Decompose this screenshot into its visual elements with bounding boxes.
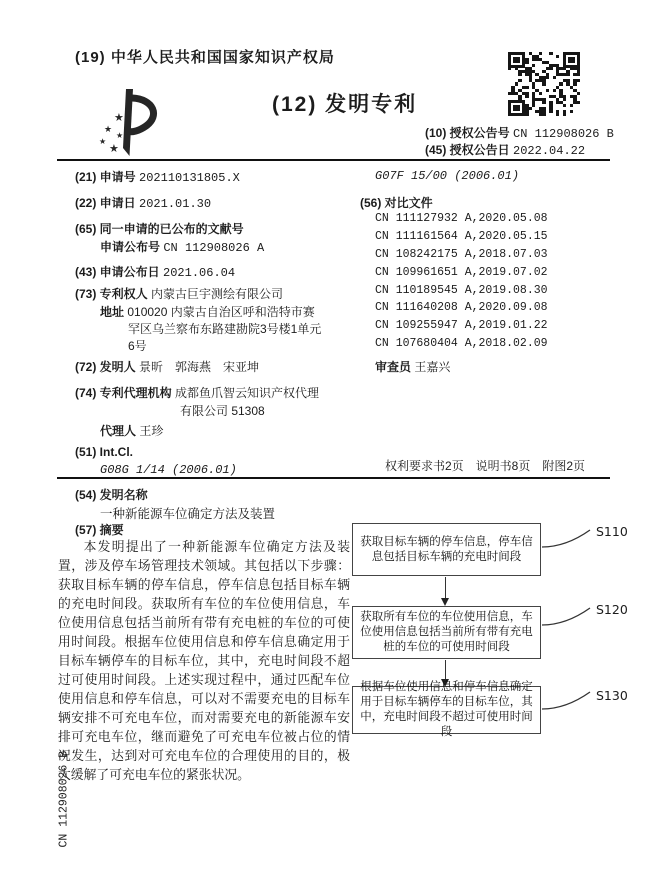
examiner-line	[375, 358, 450, 375]
agent-value: 王珍	[139, 424, 164, 438]
qr-finder-icon	[508, 52, 525, 68]
flow-step-2-label: S120	[596, 602, 628, 617]
prior-publication-label: (65) 同一申请的已公布的文献号	[75, 222, 244, 236]
grant-date-value: 2022.04.22	[513, 144, 586, 158]
patentee-line	[75, 285, 283, 302]
abstract-text: 本发明提出了一种新能源车位确定方法及装置，涉及停车场管理技术领域。其包括以下步骤：获取目标车辆的停车信息，停车信息包括目标车辆的充电时间段。获取所有车位的车位使用信息，车位使用信息包括当前所有带有充电桩的车位的可使用时间段。根据车位使用信息和停车信息确定用于目标车辆停车的目标车位，其中，充电时间段不超过可使用时间段。上述实现过程中，通过匹配车位使用信息和停车信息，可以对不需要充电的目标车辆安排不可充电车位，而对需要充电的新能源车安排可充电车位，继而避免了可充电车位被占位的情况发生，达到对可充电车位的合理使用的目的，极大缓解了可充电车位的紧张状况。	[58, 539, 350, 782]
title-section-header	[75, 486, 148, 503]
flow-step-3-label: S130	[596, 688, 628, 703]
agency-line-2	[180, 402, 265, 419]
svg-text:★: ★	[109, 143, 119, 155]
qr-module	[577, 113, 580, 116]
title-label: (54) 发明名称	[75, 488, 148, 502]
address-value-1: 010020 内蒙古自治区呼和浩特市赛	[127, 305, 315, 319]
qr-finder-icon	[508, 100, 525, 116]
citation-item: CN 109961651 A,2019.07.02	[375, 266, 548, 279]
address-line-3	[128, 337, 147, 354]
svg-text:★: ★	[99, 137, 107, 146]
intcl-label: (51) Int.Cl.	[75, 445, 134, 459]
svg-text:★: ★	[116, 131, 124, 140]
inventors-label: (72) 发明人	[75, 360, 136, 374]
inventors-line	[75, 358, 259, 375]
intcl-class-2	[375, 168, 519, 183]
cnipa-logo	[92, 86, 166, 162]
flow-connector-2	[540, 605, 592, 627]
agency-value-1: 成都鱼爪智云知识产权代理	[175, 386, 320, 400]
agency-label: (74) 专利代理机构	[75, 386, 172, 400]
invention-title-value: 一种新能源车位确定方法及装置	[100, 507, 276, 521]
flow-connector-1	[540, 527, 592, 549]
citation-item: CN 109255947 A,2019.01.22	[375, 319, 548, 332]
publication-date-value: 2021.06.04	[163, 266, 236, 280]
inventors-value: 景昕 郭海燕 宋亚坤	[139, 360, 260, 374]
application-number-label: (21) 申请号	[75, 170, 136, 184]
citation-item: CN 111127932 A,2020.05.08	[375, 212, 548, 225]
publication-date-label: (43) 申请公布日	[75, 265, 160, 279]
grant-number-label: (10) 授权公告号	[425, 126, 510, 140]
citation-item: CN 107680404 A,2018.02.09	[375, 337, 548, 350]
application-date-line	[75, 194, 211, 211]
svg-text:★: ★	[104, 124, 113, 134]
application-date-value: 2021.01.30	[139, 197, 212, 211]
grant-date-line	[425, 141, 585, 158]
address-value-2: 罕区乌兰察布东路建勘院3号楼1单元	[128, 322, 322, 336]
intcl-line	[75, 445, 133, 459]
prior-publication-number-line	[100, 238, 264, 255]
examiner-label: 审查员	[375, 360, 412, 374]
cnipa-logo-graphic	[92, 86, 166, 162]
abstract-section-header	[75, 521, 124, 538]
citation-item: CN 111640208 A,2020.09.08	[375, 301, 548, 314]
application-number-line	[75, 168, 240, 185]
address-line-1	[100, 303, 315, 320]
address-line-2	[128, 320, 321, 337]
address-value-3: 6号	[128, 339, 147, 353]
grant-number-line	[425, 124, 614, 141]
flow-step-2-box: 获取所有车位的车位使用信息，车位使用信息包括当前所有带有充电桩的车位的可使用时间段	[352, 606, 541, 659]
agency-line-1	[75, 384, 319, 401]
side-document-code: CN 112908026 B	[57, 750, 71, 848]
address-label: 地址	[100, 305, 125, 319]
patentee-value: 内蒙古巨宇测绘有限公司	[151, 287, 284, 301]
intcl-class-2-value: G07F 15/00 (2006.01)	[375, 169, 520, 183]
flow-connector-3	[540, 689, 592, 711]
pages-info-value: 权利要求书2页 说明书8页 附图2页	[385, 459, 586, 473]
flow-arrow-down-icon	[445, 577, 446, 599]
flow-step-1-box: 获取目标车辆的停车信息，停车信息包括目标车辆的充电时间段	[352, 523, 541, 576]
svg-text:★: ★	[114, 112, 124, 124]
agent-line	[100, 422, 163, 439]
intcl-class-1-value: G08G 1/14 (2006.01)	[100, 463, 237, 477]
agent-label: 代理人	[100, 424, 137, 438]
qr-finder-icon	[563, 52, 580, 68]
flow-step-1-label: S110	[596, 524, 628, 539]
citations-label: (56) 对比文件	[360, 196, 433, 210]
document-type-title: (12) 发明专利	[272, 93, 418, 116]
patent-office-name: (19) 中华人民共和国国家知识产权局	[75, 49, 335, 66]
citation-item: CN 110189545 A,2019.08.30	[375, 284, 548, 297]
qr-code	[508, 52, 580, 116]
invention-title	[100, 504, 275, 522]
grant-date-label: (45) 授权公告日	[425, 143, 510, 157]
flow-step-3-box: 根据车位使用信息和停车信息确定用于目标车辆停车的目标车位，其中，充电时间段不超过可使用时间段	[352, 686, 541, 734]
prior-publication-sub-label: 申请公布号	[100, 240, 161, 254]
patentee-label: (73) 专利权人	[75, 287, 148, 301]
publication-date-line	[75, 263, 235, 280]
biblio-divider	[57, 477, 610, 479]
agency-value-2: 有限公司 51308	[180, 404, 265, 418]
citations-header	[360, 194, 433, 211]
pages-info-line	[385, 457, 585, 474]
flow-arrow-down-icon	[445, 660, 446, 680]
prior-publication-value: CN 112908026 A	[163, 241, 265, 255]
citation-item: CN 111161564 A,2020.05.15	[375, 230, 548, 243]
examiner-value: 王嘉兴	[414, 360, 451, 374]
application-number-value: 202110131805.X	[139, 171, 240, 185]
header-divider	[57, 159, 610, 161]
citation-item: CN 108242175 A,2018.07.03	[375, 248, 548, 261]
intcl-class-1	[100, 462, 237, 477]
abstract-label: (57) 摘要	[75, 523, 124, 537]
application-date-label: (22) 申请日	[75, 196, 136, 210]
prior-publication-line	[75, 220, 244, 237]
grant-number-value: CN 112908026 B	[513, 127, 614, 141]
